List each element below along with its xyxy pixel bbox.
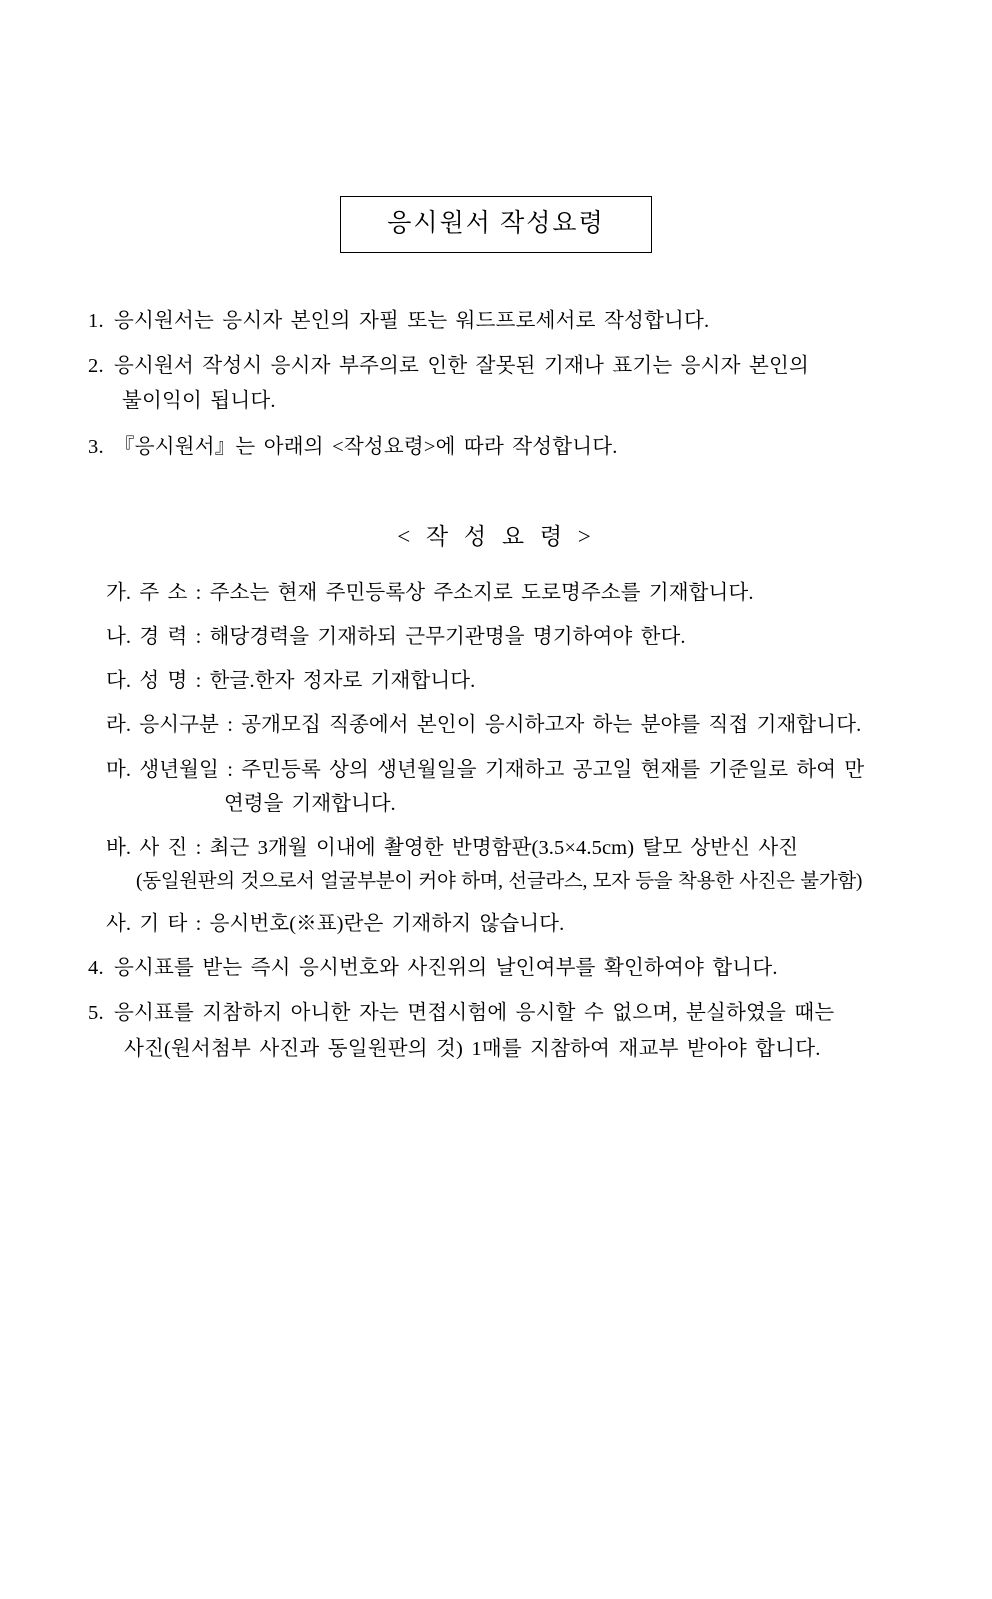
item-number: 2. xyxy=(88,355,104,378)
item-number: 1. xyxy=(88,310,104,332)
list-item xyxy=(106,754,904,787)
item-text: 주소는 현재 주민등록상 주소지로 도로명주소를 기재합니다. xyxy=(209,581,754,604)
page-title: 응시원서 작성요령 xyxy=(340,196,651,253)
section-heading: < 작 성 요 령 > xyxy=(397,523,595,549)
item-text: 응시표를 받는 즉시 응시번호와 사진위의 날인여부를 확인하여야 합니다. xyxy=(114,957,778,980)
list-item xyxy=(88,305,904,338)
list-item xyxy=(88,350,904,383)
item-number: 3. xyxy=(88,435,104,458)
item-label: 마. 생년월일 : xyxy=(106,758,233,781)
list-item-continuation: 연령을 기재합니다. xyxy=(224,792,396,815)
item-label: 라. 응시구분 : xyxy=(106,714,233,737)
list-item xyxy=(88,431,904,464)
list-item xyxy=(88,952,904,985)
item-text: 응시원서는 응시자 본인의 자필 또는 워드프로세서로 작성합니다. xyxy=(114,310,710,332)
list-item xyxy=(106,908,904,941)
item-text: 최근 3개월 이내에 촬영한 반명함판(3.5×4.5cm) 탈모 상반신 사진 xyxy=(209,836,799,859)
item-text: 공개모집 직종에서 본인이 응시하고자 하는 분야를 직접 기재합니다. xyxy=(241,714,862,737)
list-item xyxy=(88,997,904,1030)
item-text: 응시번호(※표)란은 기재하지 않습니다. xyxy=(209,913,565,936)
item-label: 나. 경 력 : xyxy=(106,626,202,649)
list-item xyxy=(106,665,904,698)
item-text: 주민등록 상의 생년월일을 기재하고 공고일 현재를 기준일로 하여 만 xyxy=(241,758,865,781)
list-item xyxy=(106,621,904,654)
item-text: 해당경력을 기재하되 근무기관명을 명기하여야 한다. xyxy=(209,626,686,649)
list-item xyxy=(106,577,904,610)
document-page xyxy=(0,196,992,1599)
top-numbered-list xyxy=(88,305,904,464)
title-container xyxy=(88,196,904,253)
list-item xyxy=(106,832,904,865)
list-item-continuation: (동일원판의 것으로서 얼굴부분이 커야 하며, 선글라스, 모자 등을 착용한 사진은 불가함) xyxy=(136,870,863,892)
item-number: 4. xyxy=(88,957,104,980)
list-item xyxy=(106,709,904,742)
tail-numbered-list xyxy=(88,952,904,1066)
item-label: 사. 기 타 : xyxy=(106,913,202,936)
item-label: 가. 주 소 : xyxy=(106,581,202,604)
lettered-list xyxy=(106,577,904,941)
list-item-continuation: 사진(원서첨부 사진과 동일원판의 것) 1매를 지참하여 재교부 받아야 합니다. xyxy=(124,1037,821,1060)
item-text: 한글.한자 정자로 기재합니다. xyxy=(209,670,476,693)
list-item-continuation: 불이익이 됩니다. xyxy=(122,390,276,413)
item-text: 『응시원서』는 아래의 <작성요령>에 따라 작성합니다. xyxy=(114,435,618,458)
item-text: 응시원서 작성시 응시자 부주의로 인한 잘못된 기재나 표기는 응시자 본인의 xyxy=(114,355,810,378)
item-number: 5. xyxy=(88,1002,104,1025)
item-label: 다. 성 명 : xyxy=(106,670,202,693)
item-label: 바. 사 진 : xyxy=(106,836,202,859)
item-text: 응시표를 지참하지 아니한 자는 면접시험에 응시할 수 없으며, 분실하였을 때는 xyxy=(114,1002,835,1025)
